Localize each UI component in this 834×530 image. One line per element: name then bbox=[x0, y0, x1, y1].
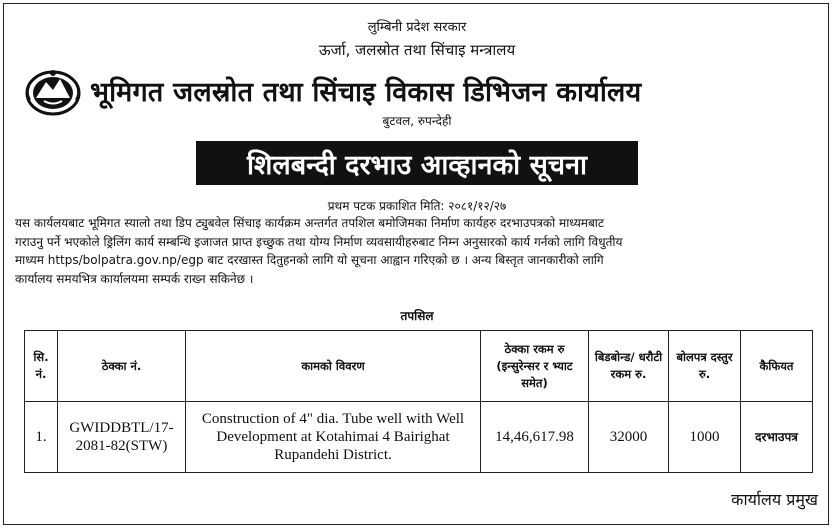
publication-date: प्रथम पटक प्रकाशित मिति: २०८१/१२/२७ bbox=[327, 199, 507, 213]
schedule-table bbox=[24, 330, 813, 473]
notice-title: शिलबन्दी दरभाउ आव्हानको सूचना bbox=[196, 141, 638, 185]
header-bid-bond: बिडबोन्ड/ धरौटी रकम रु. bbox=[589, 331, 669, 402]
cell-amount: 14,46,617.98 bbox=[481, 402, 589, 473]
notice-body-line: यस कार्यलयबाट भूमिगत स्यालो तथा डिप ट्युबवेल सिंचाइ कार्यक्रम अन्तर्गत तपशिल बमोजिमका निर्माण कार्यहरु दरभाउपत्रको माध्यमबाट bbox=[15, 216, 604, 230]
header-description: कामको विवरण bbox=[186, 331, 481, 402]
notice-body-line: कार्यालय समयभित्र कार्यालयमा सम्पर्क राख्न सकिनेछ । bbox=[15, 271, 254, 286]
header-amount: ठेक्का रकम रु (इन्सुरेन्सर र भ्याट समेत) bbox=[481, 331, 589, 402]
cell-contract-no: GWIDDBTL/17-2081-82(STW) bbox=[58, 402, 186, 473]
cell-remarks: दरभाउपत्र bbox=[741, 402, 813, 473]
ministry-name: ऊर्जा, जलस्रोत तथा सिंचाइ मन्त्रालय bbox=[318, 41, 516, 59]
notice-body-line: गराउनु पर्ने भएकोले ड्रिलिंग कार्य सम्बन्धि इजाजत प्राप्त इच्छुक तथा योग्य निर्माण व्यवसायीहरुबाट निम्न अनुसारको कार्य गर्नको लागि विधुतीय bbox=[15, 234, 623, 249]
office-address: बुटवल, रुपन्देही bbox=[382, 114, 452, 128]
cell-description: Construction of 4" dia. Tube well with Well Development at Kotahimai 4 Bairighat Rupandehi District. bbox=[186, 402, 481, 473]
table-header-row bbox=[25, 331, 813, 402]
nepal-emblem-icon bbox=[24, 66, 82, 116]
signature-office-chief: कार्यालय प्रमुख bbox=[731, 490, 818, 509]
header-sn: सि. नं. bbox=[25, 331, 58, 402]
table-row bbox=[25, 402, 813, 473]
cell-fee: 1000 bbox=[669, 402, 741, 473]
office-name: भूमिगत जलस्रोत तथा सिंचाइ विकास डिभिजन कार्यालय bbox=[90, 77, 642, 108]
notice-body bbox=[15, 214, 820, 288]
header-contract-no: ठेक्का नं. bbox=[58, 331, 186, 402]
schedule-label: तपसिल bbox=[400, 309, 434, 323]
government-name: लुम्बिनी प्रदेश सरकार bbox=[367, 20, 467, 35]
cell-sn: 1. bbox=[25, 402, 58, 473]
header-remarks: कैफियत bbox=[741, 331, 813, 402]
cell-bid-bond: 32000 bbox=[589, 402, 669, 473]
header-fee: बोलपत्र दस्तुर रु. bbox=[669, 331, 741, 402]
notice-body-line: माध्यम https/bolpatra.gov.np/egp बाट दरखास्त दितुहनको लागि यो सूचना आह्वान गरिएको छ । अन्य बिस्तृत जानकारीको लागि bbox=[15, 253, 604, 267]
